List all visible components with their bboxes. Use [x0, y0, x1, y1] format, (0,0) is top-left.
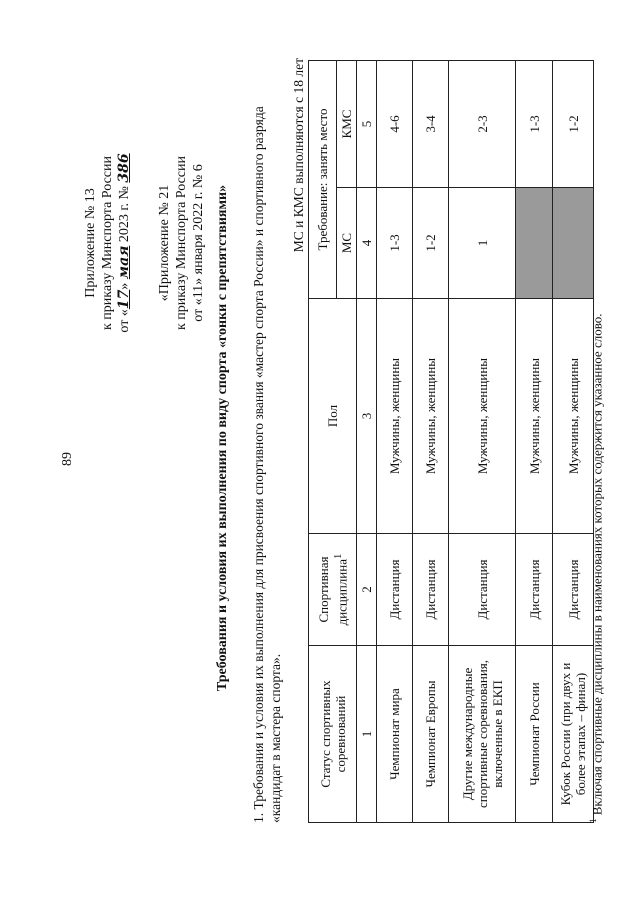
kms-cell: 1-3	[516, 60, 553, 187]
footnote-text: Включая спортивные дисциплины в наименованиях которых содержится указанное слово.	[589, 313, 605, 816]
header-status: Статус спортивных соревнований	[309, 646, 357, 823]
sex-cell: Мужчины, женщины	[413, 299, 449, 534]
ms-cell: 1-3	[377, 188, 413, 299]
sex-cell: Мужчины, женщины	[516, 299, 553, 534]
date-prefix: от «	[117, 309, 132, 333]
kms-cell: 2-3	[449, 60, 516, 187]
table-row	[516, 60, 553, 822]
status-cell: Кубок России (при двух и более этапах – финал)	[553, 646, 594, 823]
ms-cell: 1-2	[413, 188, 449, 299]
ms-cell: 1	[449, 188, 516, 299]
handwritten-month: мая	[116, 245, 132, 280]
discipline-cell: Дистанция	[449, 534, 516, 646]
page-number: 89	[60, 452, 75, 466]
previous-appendix-line-3: от «11» января 2022 г. № 6	[191, 164, 206, 322]
requirements-table	[308, 60, 594, 823]
number-cell: 4	[357, 188, 377, 299]
handwritten-order-number: 386	[116, 153, 132, 183]
numbering-row	[357, 60, 377, 822]
appendix-line-1: Приложение № 13	[83, 188, 98, 298]
number-cell: 5	[357, 60, 377, 187]
status-cell: Чемпионат мира	[377, 646, 413, 823]
header-requirement: Требование: занять место	[309, 60, 337, 298]
document-title: Требования и условия их выполнения по виду спорта «гонки с препятствиями»	[215, 184, 230, 692]
footnote-mark: 1	[588, 818, 598, 823]
status-cell: Чемпионат Европы	[413, 646, 449, 823]
date-year: 2023 г. №	[117, 186, 132, 243]
table-row	[413, 60, 449, 822]
header-discipline-label: Спортивная дисциплина	[315, 556, 350, 626]
number-cell: 1	[357, 646, 377, 823]
date-mid: »	[117, 282, 132, 290]
previous-appendix-header	[156, 88, 207, 398]
appendix-line-3	[116, 88, 133, 398]
discipline-cell: Дистанция	[377, 534, 413, 646]
sex-cell: Мужчины, женщины	[377, 299, 413, 534]
header-discipline	[309, 534, 357, 646]
table-row	[377, 60, 413, 822]
footnote-ref: 1	[331, 553, 344, 560]
appendix-header	[82, 88, 133, 398]
status-cell: Другие международные спортивные соревнования, включенные в ЕКП	[449, 646, 516, 823]
number-cell: 3	[357, 299, 377, 534]
appendix-line-2: к приказу Минспорта России	[100, 156, 115, 330]
table-row	[449, 60, 516, 822]
kms-cell: 4-6	[377, 60, 413, 187]
status-cell: Чемпионат России	[516, 646, 553, 823]
previous-appendix-line-2: к приказу Минспорта России	[174, 156, 189, 330]
kms-cell: 3-4	[413, 60, 449, 187]
discipline-cell: Дистанция	[553, 534, 594, 646]
number-cell: 2	[357, 534, 377, 646]
discipline-cell: Дистанция	[413, 534, 449, 646]
previous-appendix-line-1: «Приложение № 21	[157, 184, 172, 302]
sex-cell: Мужчины, женщины	[449, 299, 516, 534]
age-note: МС и КМС выполняются с 18 лет	[291, 58, 306, 253]
handwritten-day: 17	[116, 289, 132, 310]
footnote	[588, 43, 605, 823]
header-kms: КМС	[337, 60, 357, 187]
ms-cell-shaded	[516, 188, 553, 299]
intro-paragraph: 1. Требования и условия их выполнения для присвоения спортивного звания «мастер спорта России» и спортивного разряда «кандидат в мастера спорта».	[251, 106, 283, 823]
kms-cell: 1-2	[553, 60, 594, 187]
header-ms: МС	[337, 188, 357, 299]
header-row	[309, 60, 337, 822]
header-sex: Пол	[309, 299, 357, 534]
discipline-cell: Дистанция	[516, 534, 553, 646]
sex-cell: Мужчины, женщины	[553, 299, 594, 534]
